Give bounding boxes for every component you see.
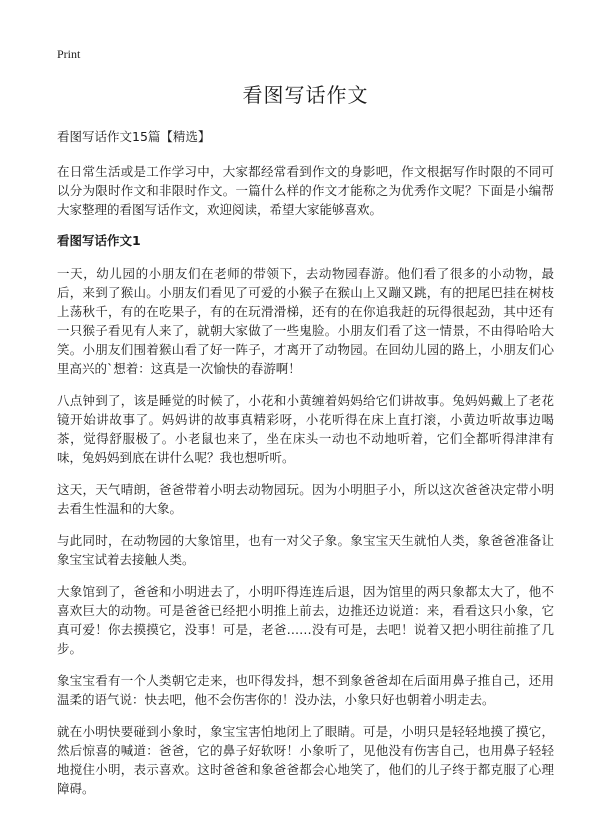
page-title: 看图写话作文 (242, 83, 369, 107)
section-heading: 看图写话作文1 (57, 233, 141, 248)
body-paragraph-1: 一天，幼儿园的小朋友们在老师的带领下，去动物园春游。他们看了很多的小动物，最后，来到了猴山。小朋友们看见了可爱的小猴子在猴山上又蹦又跳，有的把尾巴挂在树枝上荡秋千，有的在吃果子，有的在玩滑滑梯，还有的在你追我赶的玩得很起劲，其中还有一只猴子看见有人来了，就朝大家做了一些鬼脸。小朋友们看了这一情景，不由得哈哈大笑。小朋友们围着猴山看了好一阵子，才离开了动物园。在回幼儿园的路上，小朋友们心里高兴的`想着：这真是一次愉快的春游啊！ (57, 266, 554, 376)
body-paragraph-6: 象宝宝看有一个人类朝它走来，也吓得发抖，想不到象爸爸却在后面用鼻子推自己，还用温柔的语气说：快去吧，他不会伤害你的！没办法，小象只好也朝着小明走去。 (57, 673, 554, 707)
intro-paragraph: 在日常生活或是工作学习中，大家都经常看到作文的身影吧，作文根据写作时限的不同可以分为限时作文和非限时作文。一篇什么样的作文才能称之为优秀作文呢？下面是小编帮大家整理的看图写话作文，欢迎阅读，希望大家能够喜欢。 (57, 164, 554, 217)
body-paragraph-4: 与此同时，在动物园的大象馆里，也有一对父子象。象宝宝天生就怕人类，象爸爸准备让象宝宝试着去接触人类。 (57, 533, 554, 567)
body-paragraph-2: 八点钟到了，该是睡觉的时候了，小花和小黄缠着妈妈给它们讲故事。兔妈妈戴上了老花镜开始讲故事了。妈妈讲的故事真精彩呀，小花听得在床上直打滚，小黄边听故事边喝茶，觉得舒服极了。小老鼠也来了，坐在床头一动也不动地听着，它们全都听得津津有味，兔妈妈到底在讲什么呢？我也想听听。 (57, 393, 554, 465)
body-paragraph-5: 大象馆到了，爸爸和小明进去了，小明吓得连连后退，因为馆里的两只象都太大了，他不喜欢巨大的动物。可是爸爸已经把小明推上前去，边推还边说道：来，看看这只小象，它真可爱！你去摸摸它，没事！可是，老爸……没有可是，去吧！说着又把小明往前推了几步。 (57, 584, 554, 656)
body-paragraph-3: 这天，天气晴朗，爸爸带着小明去动物园玩。因为小明胆子小，所以这次爸爸决定带小明去看生性温和的大象。 (57, 482, 554, 516)
body-paragraph-7: 就在小明快要碰到小象时，象宝宝害怕地闭上了眼睛。可是，小明只是轻轻地摸了摸它，然后惊喜的喊道：爸爸，它的鼻子好软呀！小象听了，见他没有伤害自己，也用鼻子轻轻地搅住小明，表示喜欢。这时爸爸和象爸爸都会心地笑了，他们的儿子终于都克服了心理障碍。 (57, 724, 554, 796)
print-label[interactable]: Print (57, 47, 81, 61)
article-subtitle: 看图写话作文15篇【精选】 (57, 129, 211, 144)
